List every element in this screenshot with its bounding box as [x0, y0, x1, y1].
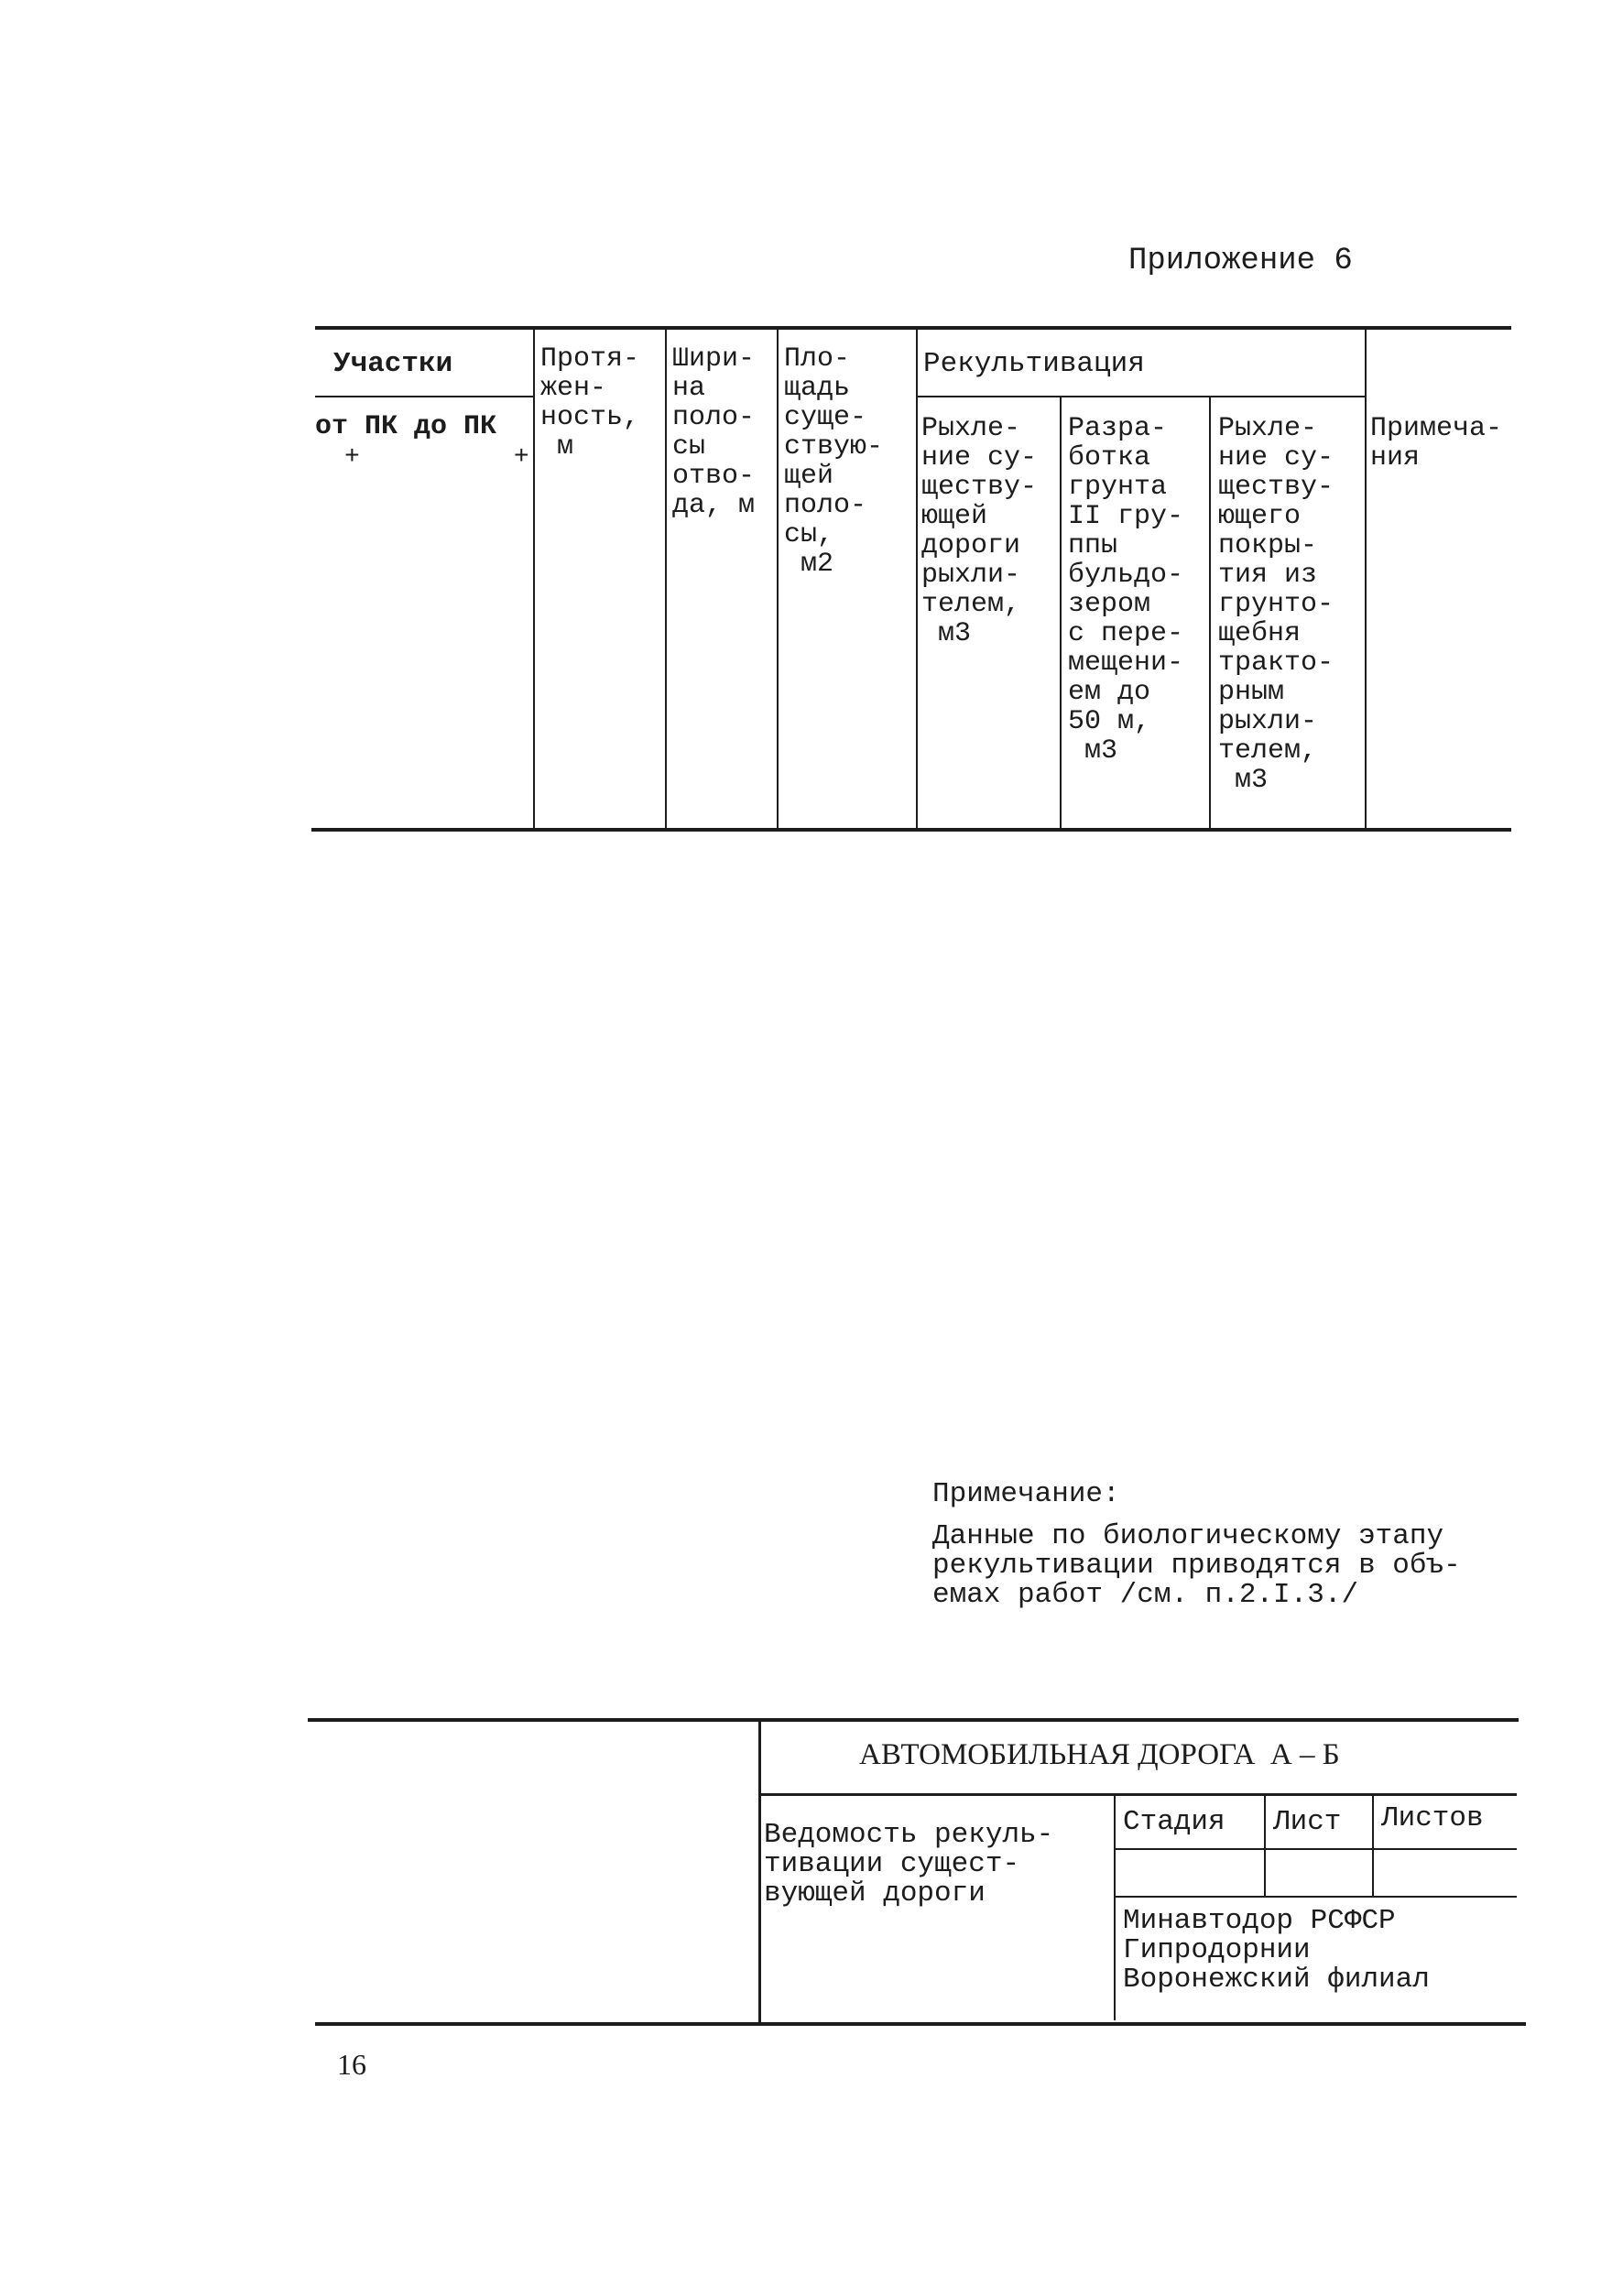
sheet-label: Лист: [1273, 1806, 1342, 1838]
appendix-label: Приложение 6: [1128, 244, 1353, 278]
strip-width-header: Шири- на поло- сы отво- да, м: [672, 343, 756, 521]
table-divider: [916, 326, 918, 830]
organization: Минавтодор РСФСР Гипродорнии Воронежский филиал: [1123, 1905, 1430, 1996]
object-name-rule: [760, 1793, 1517, 1796]
table-divider: [777, 326, 779, 830]
sections-header: Участки: [333, 348, 453, 380]
stamp-divider: [1114, 1795, 1116, 2020]
recultivation-header: Рекультивация: [923, 348, 1145, 380]
table-divider: [665, 326, 667, 830]
table-divider: [1060, 397, 1062, 830]
stamp-row-rule: [1116, 1848, 1517, 1850]
recultivation-subheader-rule: [916, 396, 1367, 397]
recultivation-road-loosening-header: Рыхле- ние су- ществу- ющей дороги рыхли- телем, м3: [921, 413, 1038, 649]
note-body: Данные по биологическому этапу рекультивации приводятся в объ- емах работ /см. п.2.I.3./: [932, 1520, 1461, 1611]
title-block-divider: [758, 1720, 761, 2024]
table-divider: [533, 326, 535, 830]
document-name: Ведомость рекуль- тивации сущест- вующей дороги: [764, 1819, 1054, 1910]
sections-subheader: от ПК до ПК: [315, 411, 497, 442]
object-name: АВТОМОБИЛЬНАЯ ДОРОГА А – Б: [859, 1738, 1340, 1771]
notes-header: Примеча- ния: [1370, 413, 1503, 473]
stamp-divider: [1372, 1795, 1374, 1896]
stamp-row-rule: [1116, 1896, 1517, 1898]
title-block-top-rule: [308, 1718, 1519, 1722]
title-block-bottom-rule: [315, 2022, 1526, 2026]
stamp-divider: [1264, 1795, 1266, 1896]
table-divider: [1209, 397, 1211, 830]
sheets-label: Листов: [1381, 1802, 1484, 1834]
page-number: 16: [337, 2048, 366, 2081]
sections-subheader-rule: [315, 396, 533, 397]
table-divider: [1365, 326, 1367, 830]
recultivation-soil-excavation-header: Разра- ботка грунта II гру- ппы бульдо- зером с пере- мещени- ем до 50 м, м3: [1068, 413, 1184, 767]
strip-area-header: Пло- щадь суще- ствую- щей поло- сы, м2: [784, 343, 884, 580]
length-header: Протя- жен- ность, м: [540, 343, 640, 462]
table-bottom-rule: [311, 828, 1511, 832]
note-title: Примечание:: [932, 1478, 1120, 1510]
stage-label: Стадия: [1123, 1806, 1225, 1838]
sections-plus-marks: + +: [344, 443, 529, 472]
table-top-rule: [315, 326, 1511, 330]
recultivation-coating-loosening-header: Рыхле- ние су- ществу- ющего покры- тия из грунто- щебня тракто- рным рыхли- телем, м3: [1218, 413, 1334, 796]
